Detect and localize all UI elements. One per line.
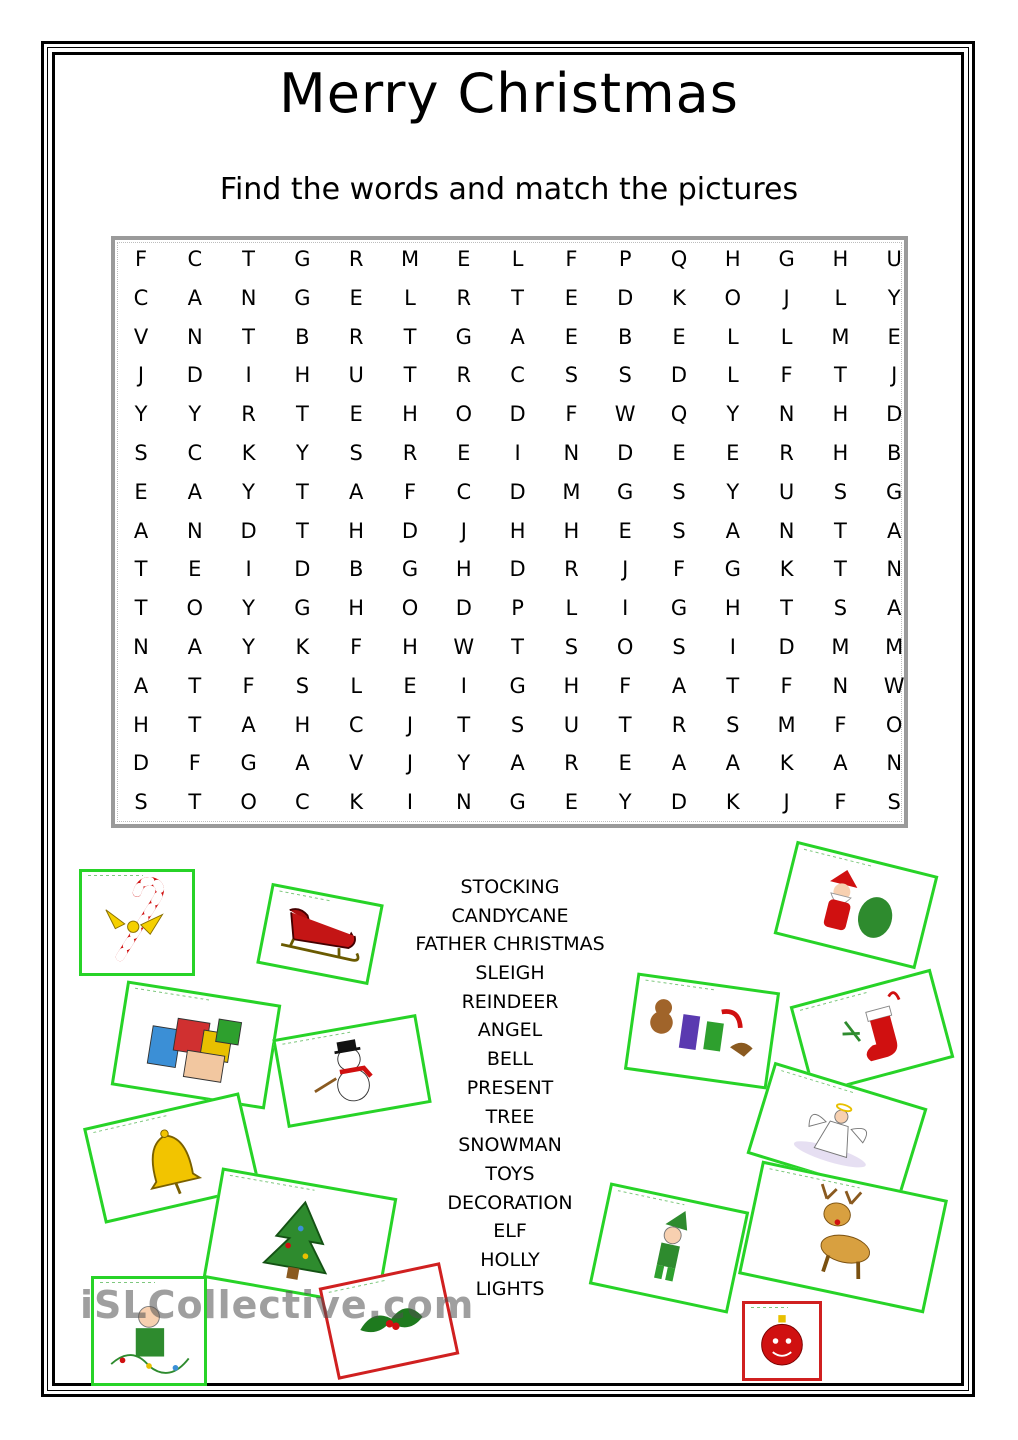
grid-cell: I [622, 596, 629, 621]
grid-cell: G [294, 285, 311, 310]
grid-cell: J [406, 712, 414, 737]
grid-cell: N [133, 635, 149, 659]
grid-cell: T [188, 790, 202, 815]
grid-cell: T [726, 673, 740, 698]
grid-cell: F [834, 712, 847, 737]
grid-cell: I [245, 363, 252, 388]
grid-cell: V [349, 751, 364, 776]
grid-cell: M [777, 712, 796, 737]
grid-cell: S [726, 712, 740, 737]
grid-cell: J [406, 751, 414, 776]
grid-cell: D [509, 402, 526, 427]
grid-cell: H [832, 247, 849, 271]
grid-cell: Y [295, 441, 309, 465]
page-subtitle: Find the words and match the pictures [219, 172, 799, 207]
grid-cell: K [672, 285, 686, 310]
grid-cell: D [240, 518, 257, 543]
grid-cell: D [617, 441, 634, 465]
grid-cell: H [348, 518, 365, 543]
grid-cell: H [402, 402, 418, 427]
grid-cell: T [188, 712, 202, 737]
candy-cane-card [79, 869, 195, 976]
grid-cell: A [725, 518, 740, 543]
grid-cell: I [460, 673, 467, 698]
grid-cell: L [350, 673, 363, 698]
grid-cell: A [671, 751, 687, 776]
grid-cell: U [886, 247, 902, 271]
grid-cell: T [242, 324, 255, 349]
candycane-icon [82, 872, 192, 973]
grid-cell: H [402, 635, 418, 659]
grid-cell: D [617, 285, 634, 310]
grid-cell: P [511, 596, 524, 621]
grid-cell: H [563, 518, 580, 543]
grid-cell: E [457, 441, 471, 465]
toys-icon [627, 976, 776, 1086]
grid-cell: N [563, 441, 580, 465]
grid-cell: C [456, 479, 472, 504]
word-list-item: BELL [486, 1048, 534, 1071]
grid-cell: L [780, 324, 793, 349]
word-list-item: CANDYCANE [451, 904, 569, 927]
grid-cell: E [672, 441, 686, 465]
grid-cell: E [403, 673, 417, 698]
page-title: Merry Christmas [279, 62, 739, 125]
grid-cell: I [245, 557, 252, 582]
grid-cell: A [133, 518, 149, 543]
grid-cell: C [510, 363, 525, 388]
decoration-card [742, 1301, 822, 1381]
grid-cell: A [295, 751, 310, 776]
grid-cell: J [137, 363, 145, 388]
grid-cell: C [348, 712, 364, 737]
grid-cell: Y [242, 479, 255, 504]
grid-cell: K [725, 790, 740, 815]
grid-cell: K [241, 441, 256, 465]
grid-cell: S [887, 790, 901, 815]
grid-cell: U [563, 712, 580, 737]
grid-cell: D [186, 363, 203, 388]
grid-cell: A [187, 635, 202, 659]
grid-cell: R [564, 557, 579, 582]
grid-cell: N [778, 518, 795, 543]
grid-cell: N [240, 285, 257, 310]
grid-cell: D [670, 363, 688, 388]
grid-cell: F [350, 635, 363, 659]
grid-cell: H [724, 247, 741, 271]
word-list-item: TOYS [485, 1162, 535, 1185]
grid-cell: L [404, 285, 416, 310]
grid-cell: T [833, 518, 847, 543]
grid-cell: S [510, 712, 525, 737]
grid-cell: D [670, 790, 688, 815]
grid-cell: T [188, 673, 202, 698]
grid-cell: R [671, 712, 687, 737]
grid-cell: G [294, 596, 311, 621]
grid-cell: F [780, 673, 793, 698]
sleigh-icon [260, 886, 381, 981]
grid-cell: K [779, 751, 794, 776]
grid-cell: Q [670, 402, 688, 427]
word-list-item: PRESENT [466, 1076, 554, 1099]
grid-cell: A [510, 324, 525, 349]
grid-cell: S [672, 635, 686, 659]
grid-cell: Y [242, 596, 255, 621]
grid-cell: H [294, 363, 311, 388]
grid-cell: H [455, 557, 472, 582]
grid-cell: O [885, 712, 903, 737]
grid-cell: E [564, 324, 579, 349]
grid-cell: M [831, 635, 850, 659]
grid-cell: L [726, 363, 739, 388]
grid-cell: S [349, 441, 363, 465]
grid-cell: K [779, 557, 794, 582]
grid-cell: L [834, 285, 847, 310]
grid-cell: N [186, 518, 203, 543]
grid-cell: Y [242, 635, 255, 659]
grid-cell: H [509, 518, 526, 543]
grid-cell: D [455, 596, 472, 621]
grid-cell: T [242, 247, 255, 271]
grid-cell: S [564, 363, 579, 388]
grid-cell: R [779, 441, 794, 465]
grid-cell: F [565, 247, 578, 271]
grid-cell: S [564, 635, 579, 659]
grid-cell: K [295, 635, 310, 659]
grid-cell: C [187, 247, 203, 271]
grid-cell: A [133, 673, 149, 698]
grid-cell: R [456, 285, 472, 310]
grid-cell: A [671, 673, 687, 698]
grid-cell: G [886, 479, 903, 504]
word-list-item: REINDEER [461, 990, 559, 1013]
grid-cell: E [887, 324, 901, 349]
grid-cell: O [240, 790, 257, 815]
grid-cell: F [134, 247, 148, 271]
grid-cell: G [778, 247, 795, 271]
grid-cell: Y [134, 402, 148, 427]
grid-cell: D [132, 751, 150, 776]
grid-cell: A [510, 751, 525, 776]
grid-cell: T [134, 596, 148, 621]
grid-cell: S [134, 441, 148, 465]
grid-cell: L [565, 596, 578, 621]
grid-cell: J [783, 790, 790, 815]
grid-cell: S [833, 596, 848, 621]
grid-cell: U [778, 479, 795, 504]
grid-cell: F [242, 673, 255, 698]
grid-cell: G [294, 247, 311, 271]
grid-cell: Y [188, 402, 202, 427]
watermark: iSLCollective.com [80, 1283, 475, 1327]
grid-cell: E [457, 247, 471, 271]
word-list-item: TREE [485, 1105, 535, 1128]
grid-cell: F [403, 479, 417, 504]
grid-cell: T [511, 635, 524, 659]
grid-cell: D [401, 518, 419, 543]
grid-cell: C [295, 790, 310, 815]
grid-cell: G [509, 673, 526, 698]
grid-cell: H [348, 596, 365, 621]
word-list-item: FATHER CHRISTMAS [415, 933, 605, 956]
grid-cell: W [453, 635, 475, 659]
grid-cell: R [456, 363, 472, 388]
grid-cell: D [509, 557, 526, 582]
grid-cell: T [833, 557, 847, 582]
grid-cell: Q [670, 247, 688, 271]
grid-cell: O [616, 635, 634, 659]
word-list-item: HOLLY [480, 1248, 540, 1271]
grid-cell: T [403, 324, 417, 349]
grid-cell: S [295, 673, 310, 698]
grid-cell: E [726, 441, 740, 465]
grid-cell: M [400, 247, 420, 271]
grid-cell: N [886, 751, 903, 776]
grid-cell: O [186, 596, 204, 621]
grid-cell: I [514, 441, 521, 465]
grid-cell: M [831, 324, 850, 349]
word-list-item: SNOWMAN [458, 1134, 562, 1157]
grid-cell: J [783, 285, 790, 310]
grid-cell: A [725, 751, 740, 776]
toys-card [624, 972, 780, 1089]
grid-cell: E [188, 557, 202, 582]
grid-cell: K [349, 790, 364, 815]
grid-cell: T [134, 557, 148, 582]
grid-cell: T [295, 479, 309, 504]
grid-cell: N [778, 402, 795, 427]
grid-cell: A [887, 518, 902, 543]
word-list-item: ELF [493, 1220, 527, 1243]
grid-cell: E [564, 790, 579, 815]
grid-cell: B [348, 557, 364, 582]
grid-cell: G [455, 324, 472, 349]
grid-cell: H [832, 441, 849, 465]
grid-cell: U [348, 363, 364, 388]
grid-cell: T [457, 712, 471, 737]
grid-cell: M [885, 635, 904, 659]
grid-cell: A [833, 751, 848, 776]
word-list-item: ANGEL [477, 1019, 543, 1042]
grid-cell: E [349, 402, 363, 427]
presents-icon [114, 984, 278, 1106]
grid-cell: F [672, 557, 686, 582]
grid-cell: P [618, 247, 632, 271]
grid-cell: A [349, 479, 364, 504]
grid-cell: F [565, 402, 578, 427]
grid-cell: R [348, 247, 364, 271]
grid-cell: T [618, 712, 632, 737]
grid-cell: A [887, 596, 902, 621]
grid-cell: T [511, 285, 524, 310]
grid-cell: E [618, 518, 632, 543]
decoration-icon [745, 1304, 819, 1378]
grid-cell: B [617, 324, 633, 349]
grid-cell: A [241, 712, 256, 737]
grid-cell: G [401, 557, 419, 582]
grid-cell: E [618, 751, 632, 776]
grid-cell: W [614, 402, 636, 427]
grid-cell: T [295, 402, 309, 427]
grid-cell: O [401, 596, 419, 621]
grid-cell: J [891, 363, 898, 388]
grid-cell: G [670, 596, 688, 621]
grid-cell: O [455, 402, 473, 427]
grid-cell: Y [887, 285, 901, 310]
grid-cell: H [294, 712, 311, 737]
word-list-item: STOCKING [460, 876, 560, 898]
grid-cell: Y [726, 479, 740, 504]
grid-cell: L [511, 247, 524, 271]
grid-cell: N [455, 790, 472, 815]
grid-cell: E [564, 285, 579, 310]
grid-cell: B [886, 441, 902, 465]
grid-cell: M [562, 479, 581, 504]
grid-cell: Y [457, 751, 471, 776]
grid-cell: T [403, 363, 417, 388]
grid-cell: I [729, 635, 736, 659]
grid-cell: W [883, 673, 905, 698]
word-list-item: SLEIGH [475, 962, 545, 985]
grid-cell: R [402, 441, 418, 465]
grid-cell: L [726, 324, 739, 349]
grid-cell: C [133, 285, 149, 310]
grid-cell: D [886, 402, 903, 427]
grid-cell: F [834, 790, 847, 815]
grid-cell: J [622, 557, 629, 582]
grid-cell: S [672, 518, 686, 543]
grid-cell: Y [618, 790, 632, 815]
grid-cell: H [133, 712, 149, 737]
grid-cell: H [832, 402, 849, 427]
grid-cell: R [348, 324, 364, 349]
grid-cell: B [295, 324, 310, 349]
grid-cell: E [349, 285, 363, 310]
grid-cell: C [187, 441, 203, 465]
grid-cell: R [564, 751, 579, 776]
grid-cell: S [833, 479, 848, 504]
grid-cell: G [724, 557, 741, 582]
grid-cell: O [724, 285, 742, 310]
grid-cell: G [509, 790, 526, 815]
grid-cell: N [886, 557, 903, 582]
grid-cell: S [672, 479, 686, 504]
grid-cell: F [188, 751, 201, 776]
grid-cell: S [134, 790, 148, 815]
grid-cell: T [780, 596, 793, 621]
grid-cell: R [241, 402, 256, 427]
grid-cell: G [240, 751, 257, 776]
grid-cell: G [617, 479, 634, 504]
grid-cell: N [832, 673, 849, 698]
grid-cell: F [780, 363, 793, 388]
grid-cell: V [133, 324, 149, 349]
grid-cell: A [187, 479, 202, 504]
grid-cell: N [186, 324, 203, 349]
grid-cell: H [563, 673, 580, 698]
grid-cell: H [724, 596, 741, 621]
grid-cell: D [294, 557, 311, 582]
grid-cell: S [618, 363, 632, 388]
grid-cell: A [187, 285, 202, 310]
grid-cell: T [295, 518, 309, 543]
grid-cell: D [509, 479, 526, 504]
grid-cell: J [460, 518, 467, 543]
grid-cell: D [778, 635, 795, 659]
grid-cell: T [833, 363, 847, 388]
grid-cell: I [406, 790, 414, 815]
grid-cell: E [134, 479, 148, 504]
grid-cell: F [619, 673, 632, 698]
grid-cell: Y [726, 402, 740, 427]
word-list-item: LIGHTS [475, 1277, 545, 1300]
grid-cell: E [672, 324, 686, 349]
word-list-item: DECORATION [447, 1191, 573, 1214]
